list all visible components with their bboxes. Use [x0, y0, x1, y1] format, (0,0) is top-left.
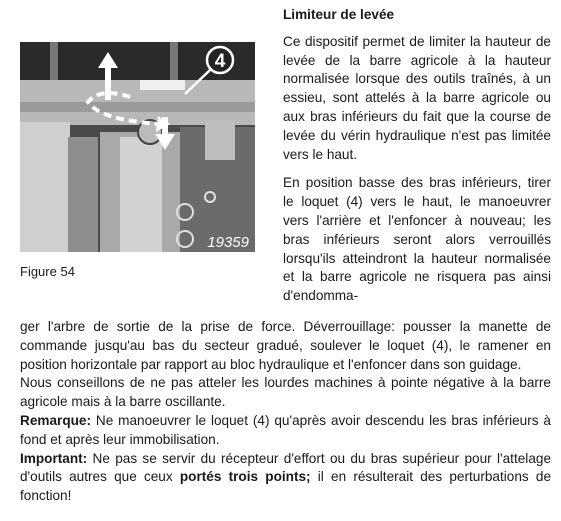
full-width-text — [20, 318, 551, 506]
remark-label: Remarque: — [20, 412, 92, 428]
paragraph-3: Nous conseillons de ne pas atteler les lourdes machines à pointe négative à la barre agricole mais à la barre oscillante. — [20, 375, 551, 410]
remark-text: Ne manoeuvrer le loquet (4) qu'après avoir descendu les bras inférieurs à fond et après leur immobilisation. — [20, 412, 551, 447]
callout-number: 4 — [214, 51, 226, 72]
important-bold: portés trois points; — [179, 469, 311, 485]
important-text-1: Ne pas se servir du récepteur d'effort ou du bras supérieur pour l'attelage d'outils autres que ceux — [20, 450, 551, 485]
figure-photo — [20, 42, 255, 252]
photo-number: 19359 — [207, 234, 249, 251]
remark-paragraph — [20, 412, 551, 450]
important-text-2: il en résulterait des perturbations de fonction! — [20, 469, 551, 504]
section-title: Limiteur de levée — [283, 7, 395, 22]
paragraph-2-start: En position basse des bras inférieurs, tirer le loquet (4) vers le haut, le manoeuvrer vers l'arrière et l'enfoncer à nouveau; les bras inférieurs seront alors verrouillés lorsqu'ils atteindront la hauteur normalisée et la barre agricole ne risquera pas ainsi d'endomma- — [283, 175, 551, 304]
important-paragraph — [20, 450, 551, 506]
paragraph-1: Ce dispositif permet de limiter la hauteur de levée de la barre agricole à la hauteur normalisée lorsque des outils traînés, à un essieu, sont attelés à la barre agricole ou aux bras inférieurs du fait que la course de levée du vérin hydraulique n'est pas limitée vers le haut. — [283, 33, 551, 162]
right-column — [283, 6, 551, 306]
paragraph-2-continued: ger l'arbre de sortie de la prise de force. Déverrouillage: pousser la manette de commande jusqu'au bas du secteur gradué, soulever le loquet (4), le ramener en position horizontale par rapport au bloc hydraulique et l'enfoncer dans son guidage. — [20, 319, 551, 372]
photo-illustration — [20, 42, 255, 252]
figure-caption: Figure 54 — [20, 264, 75, 279]
important-label: Important: — [20, 450, 88, 466]
